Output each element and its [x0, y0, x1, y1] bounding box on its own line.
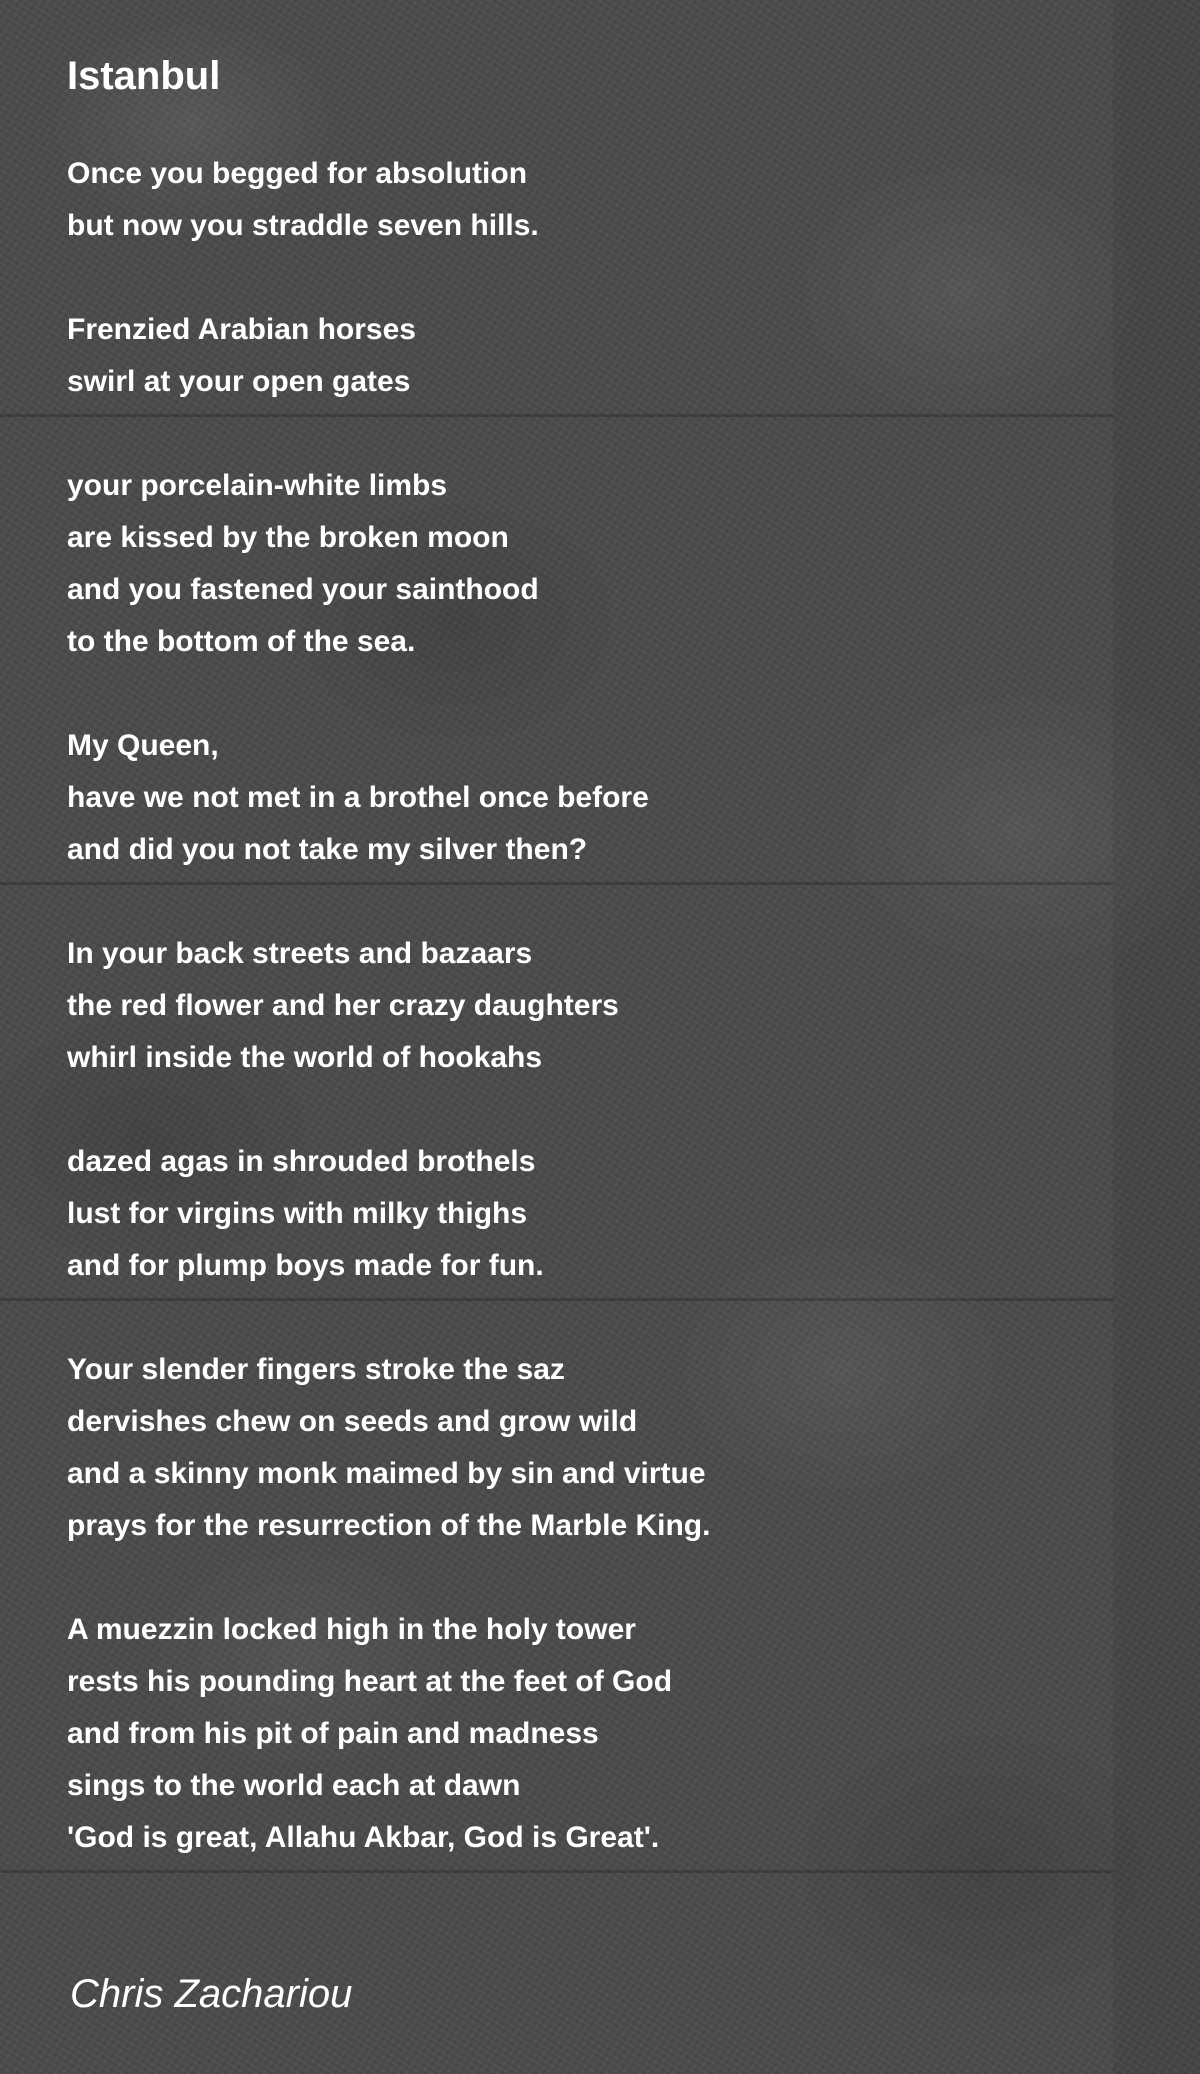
- poem-line: dazed agas in shrouded brothels: [67, 1145, 536, 1178]
- poem-line: dervishes chew on seeds and grow wild: [67, 1405, 638, 1438]
- poem-body: [67, 148, 1067, 1916]
- poem-line: and a skinny monk maimed by sin and virtue: [67, 1457, 706, 1490]
- poem-stanza: [67, 1344, 1067, 1552]
- poem-line: sings to the world each at dawn: [67, 1769, 521, 1802]
- poem-line: and you fastened your sainthood: [67, 573, 539, 606]
- poem-line: whirl inside the world of hookahs: [67, 1041, 543, 1074]
- poem-line: Frenzied Arabian horses: [67, 313, 416, 346]
- poem-line: rests his pounding heart at the feet of God: [67, 1665, 673, 1698]
- poem-line: and for plump boys made for fun.: [67, 1249, 544, 1282]
- poem-stanza: [67, 148, 1067, 252]
- poem-line: Your slender fingers stroke the saz: [67, 1353, 565, 1386]
- poem-stanza: [67, 1604, 1067, 1864]
- poem-line: Once you begged for absolution: [67, 157, 528, 190]
- poem-author: Chris Zachariou: [70, 1972, 353, 2016]
- poem-line: have we not met in a brothel once before: [67, 781, 649, 814]
- poem-stanza: [67, 720, 1067, 876]
- poem-line: 'God is great, Allahu Akbar, God is Great'.: [67, 1821, 660, 1854]
- poem-line: the red flower and her crazy daughters: [67, 989, 619, 1022]
- poem-line: and from his pit of pain and madness: [67, 1717, 599, 1750]
- poem-line: but now you straddle seven hills.: [67, 209, 539, 242]
- poem-line: lust for virgins with milky thighs: [67, 1197, 528, 1230]
- poem-stanza: [67, 1136, 1067, 1292]
- poem-line: are kissed by the broken moon: [67, 521, 509, 554]
- poem-line: A muezzin locked high in the holy tower: [67, 1613, 636, 1646]
- poem-line: to the bottom of the sea.: [67, 625, 416, 658]
- poem-line: My Queen,: [67, 729, 219, 762]
- poem-line: In your back streets and bazaars: [67, 937, 533, 970]
- poem-line: prays for the resurrection of the Marble King.: [67, 1509, 711, 1542]
- poem-line: and did you not take my silver then?: [67, 833, 588, 866]
- poem-title: Istanbul: [67, 54, 221, 98]
- poem-stanza: [67, 460, 1067, 668]
- poem-line: your porcelain-white limbs: [67, 469, 448, 502]
- background-side-strip: [1113, 0, 1200, 2074]
- poem-line: swirl at your open gates: [67, 365, 411, 398]
- poem-stanza: [67, 304, 1067, 408]
- poem-stanza: [67, 928, 1067, 1084]
